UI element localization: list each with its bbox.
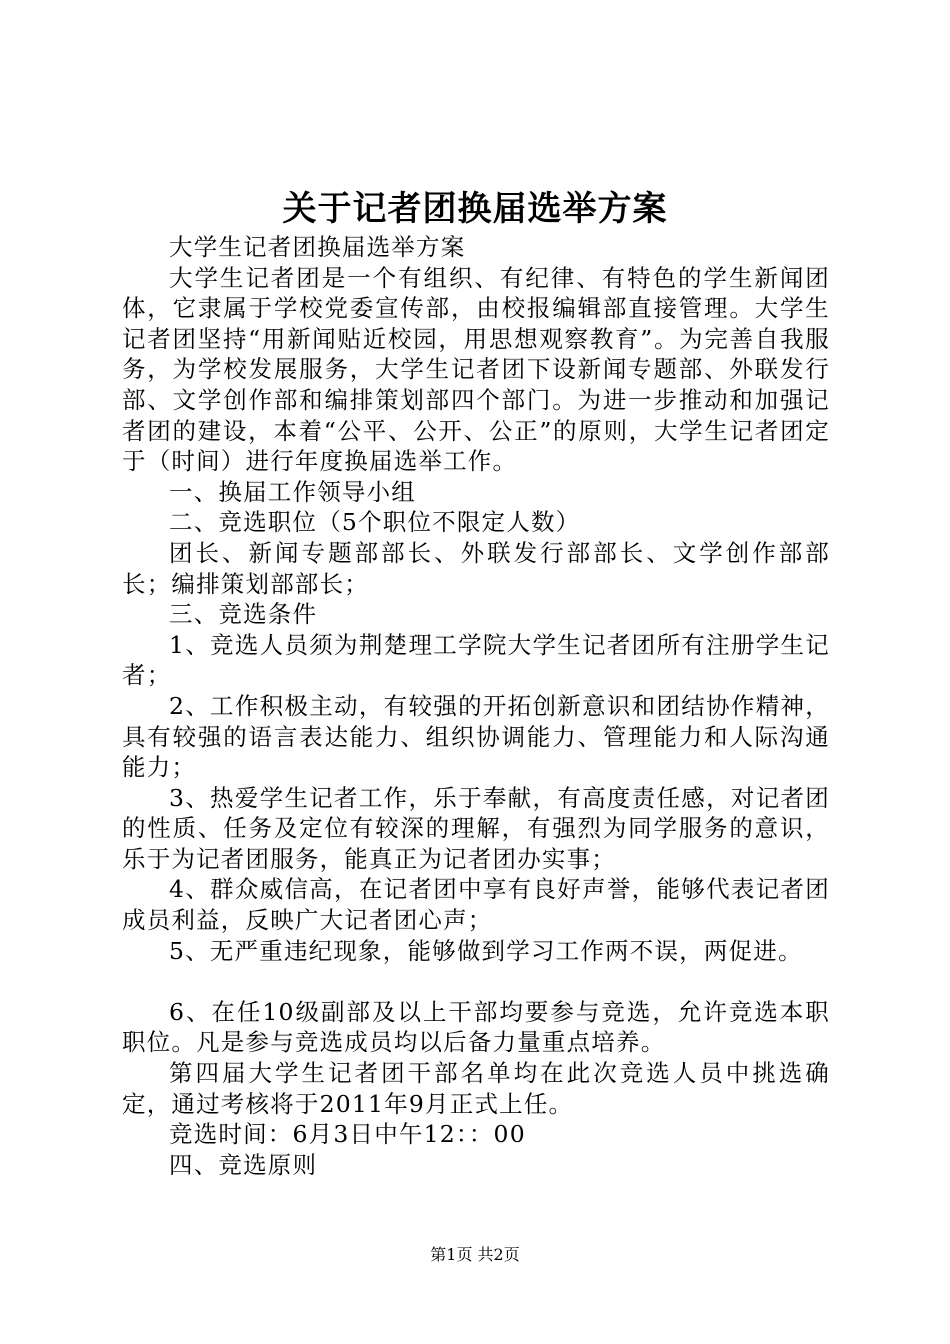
section-heading-3: 三、竞选条件 xyxy=(169,600,318,629)
section-heading-4: 四、竞选原则 xyxy=(169,1150,318,1179)
condition-item-1: 1、竞选人员须为荆楚理工学院大学生记者团所有注册学生记者； xyxy=(122,630,830,690)
page-footer: 第1页 共2页 xyxy=(430,1245,520,1264)
condition-item-2: 2、工作积极主动，有较强的开拓创新意识和团结协作精神，具有较强的语言表达能力、组织协调能力、管理能力和人际沟通能力； xyxy=(122,691,830,782)
paragraph-heading: 大学生记者团换届选举方案 xyxy=(169,233,466,261)
paragraph-intro: 大学生记者团是一个有组织、有纪律、有特色的学生新闻团体，它隶属于学校党委宣传部，由校报编辑部直接管理。大学生记者团坚持“用新闻贴近校园，用思想观察教育”。为完善自我服务，为学校发展服务，大学生记者团下设新闻专题部、外联发行部、文学创作部和编排策划部四个部门。为进一步推动和加强记者团的建设，本着“公平、公开、公正”的原则，大学生记者团定于（时间）进行年度换届选举工作。 xyxy=(122,263,830,476)
paragraph-positions: 团长、新闻专题部部长、外联发行部部长、文学创作部部长；编排策划部部长； xyxy=(122,538,830,598)
document-body xyxy=(122,232,830,1180)
section-heading-2: 二、竞选职位（5个职位不限定人数） xyxy=(169,508,581,537)
paragraph-appointment: 第四届大学生记者团干部名单均在此次竞选人员中挑选确定，通过考核将于2011年9月正式上任。 xyxy=(122,1059,830,1118)
condition-item-6: 6、在任10级副部及以上干部均要参与竞选，允许竞选本职职位。凡是参与竞选成员均以后备力量重点培养。 xyxy=(122,997,830,1057)
condition-item-4: 4、群众威信高，在记者团中享有良好声誉，能够代表记者团成员利益，反映广大记者团心声； xyxy=(122,875,830,935)
document-title: 关于记者团换届选举方案 xyxy=(282,189,668,229)
section-heading-1: 一、换届工作领导小组 xyxy=(169,477,416,506)
paragraph-gap xyxy=(122,966,830,997)
paragraph-election-time: 竞选时间：6月3日中午12：：00 xyxy=(169,1120,526,1149)
condition-item-5: 5、无严重违纪现象，能够做到学习工作两不误，两促进。 xyxy=(169,936,803,965)
condition-item-3: 3、热爱学生记者工作，乐于奉献，有高度责任感，对记者团的性质、任务及定位有较深的理解，有强烈为同学服务的意识，乐于为记者团服务，能真正为记者团办实事； xyxy=(122,783,830,873)
